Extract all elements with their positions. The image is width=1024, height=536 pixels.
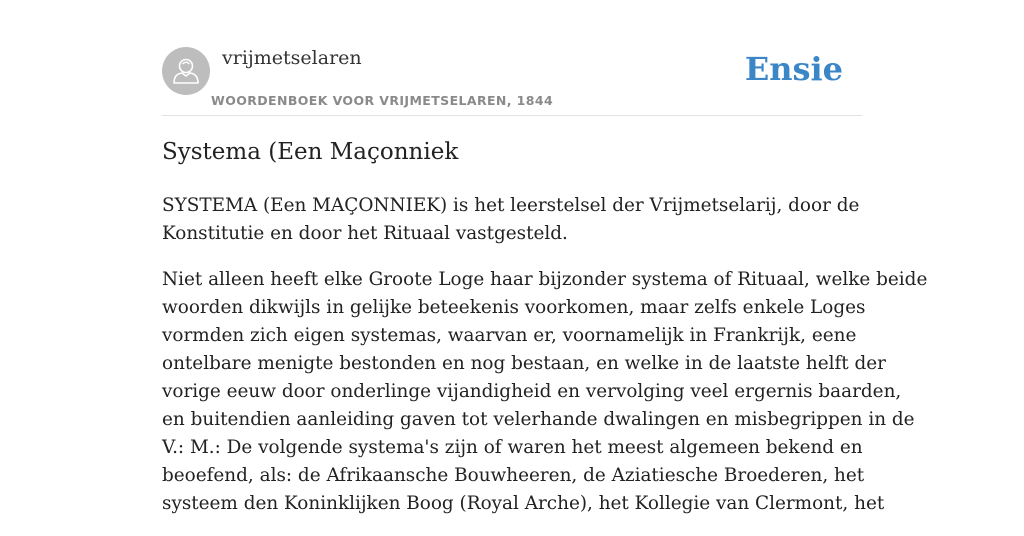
text-line: woorden dikwijls in gelijke beteekenis voorkomen, maar zelfs enkele Loges	[162, 297, 866, 318]
text-line: vormden zich eigen systemas, waarvan er, voornamelijk in Frankrijk, eene	[162, 325, 857, 346]
text-line: vorige eeuw door onderlinge vijandigheid en vervolging veel ergernis baarden,	[162, 381, 902, 402]
article-paragraph	[162, 266, 928, 518]
text-line: beoefend, als: de Afrikaansche Bouwheeren, de Aziatiesche Broederen, het	[162, 465, 865, 486]
author-avatar[interactable]	[162, 47, 210, 95]
text-line: systeem den Koninklijken Boog (Royal Arche), het Kollegie van Clermont, het	[162, 493, 885, 514]
text-line: Konstitutie en door het Rituaal vastgesteld.	[162, 223, 568, 244]
text-line: en buitendien aanleiding gaven tot velerhande dwalingen en misbegrippen in de	[162, 409, 915, 430]
article-title: Systema (Een Maçonniek	[162, 139, 459, 165]
article-body	[162, 192, 928, 536]
article-paragraph	[162, 192, 862, 248]
text-line: ontelbare menigte bestonden en nog bestaan, en welke in de laatste helft der	[162, 353, 886, 374]
source-label[interactable]: WOORDENBOEK VOOR VRIJMETSELAREN, 1844	[211, 93, 554, 108]
user-icon	[162, 47, 210, 95]
header-divider	[162, 115, 862, 116]
text-line: Niet alleen heeft elke Groote Loge haar bijzonder systema of Rituaal, welke beide	[162, 269, 928, 290]
author-name[interactable]: vrijmetselaren	[222, 47, 362, 69]
text-line: SYSTEMA (Een MAÇONNIEK) is het leerstelsel der Vrijmetselarij, door de	[162, 195, 860, 216]
text-line: V.: M.: De volgende systema's zijn of waren het meest algemeen bekend en	[162, 437, 863, 458]
site-logo[interactable]: Ensie	[744, 50, 843, 88]
